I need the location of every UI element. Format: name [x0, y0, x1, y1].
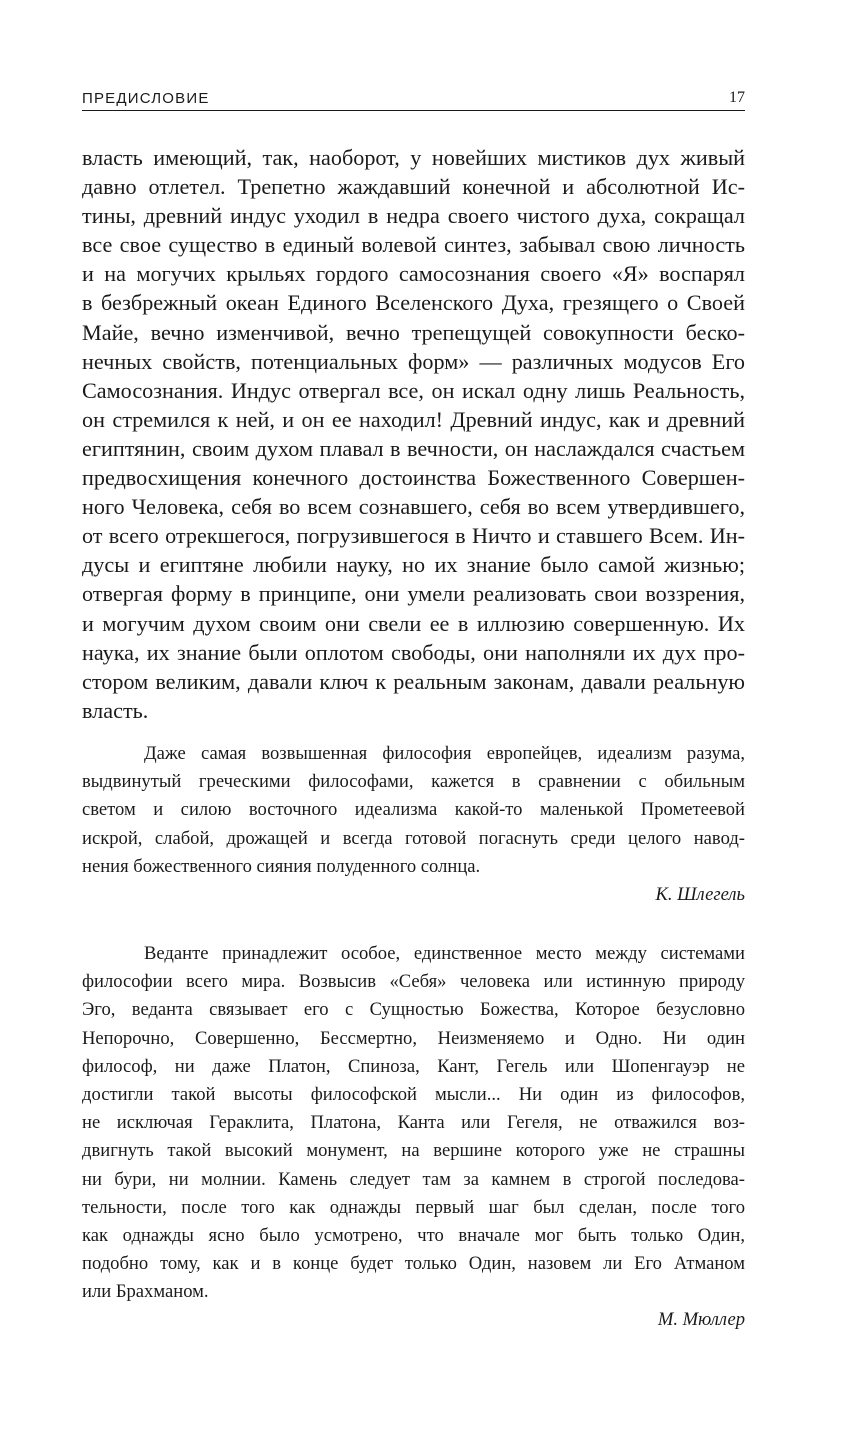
quote-line: Даже самая возвышенная философия европейцев, идеализм разума, [144, 743, 745, 764]
quote-line: достигли такой высоты философской мысли... Ни один из философов, [82, 1083, 745, 1105]
epigraph-muller [82, 940, 745, 1335]
text-line: нечных свойств, потенциальных форм» — различных модусов Его [82, 348, 745, 374]
quote-line: не исключая Гераклита, Платона, Канта или Гегеля, не отважился воз- [82, 1112, 745, 1134]
quote-line: философ, ни даже Платон, Спиноза, Кант, Гегель или Шопенгауэр не [82, 1055, 745, 1077]
text-line: власть. [82, 697, 149, 723]
quote-line: подобно тому, как и в конце будет только Один, назовем ли Его Атманом [82, 1253, 745, 1275]
text-line: египтянин, своим духом плавал в вечности, он наслаждался счастьем [82, 435, 745, 461]
text-line: наука, их знание были оплотом свободы, они наполняли их дух про- [82, 639, 745, 665]
epigraph-schlegel [82, 740, 745, 909]
quote-line: или Брахманом. [82, 1281, 209, 1303]
quote-line: искрой, слабой, дрожащей и всегда готовой погаснуть среди целого навод- [82, 827, 745, 849]
text-line: от всего отрекшегося, погрузившегося в Ничто и ставшего Всем. Ин- [82, 523, 745, 549]
text-line: он стремился к ней, и он ее находил! Древний индус, как и древний [82, 406, 745, 432]
quote-line: Веданте принадлежит особое, единственное место между системами [144, 943, 745, 964]
text-line: Майе, вечно изменчивой, вечно трепещущей совокупности беско- [82, 319, 745, 345]
text-line: предвосхищения конечного достоинства Божественного Совершен- [82, 465, 745, 491]
main-paragraph [82, 143, 745, 725]
text-line: ного Человека, себя во всем сознавшего, себя во всем утвердившего, [82, 494, 745, 520]
text-line: и на могучих крыльях гордого самосознания своего «Я» воспарял [82, 261, 745, 287]
quote-line: выдвинутый греческими философами, кажется в сравнении с обильным [82, 771, 745, 793]
quote-line: философии всего мира. Возвысив «Себя» человека или истинную природу [82, 971, 745, 993]
text-line: дусы и египтяне любили науку, но их знание было самой жизнью; [82, 552, 745, 578]
text-line: Самосознания. Индус отвергал все, он искал одну лишь Реальность, [82, 377, 745, 403]
text-line: и могучим духом своим они свели ее в иллюзию совершенную. Их [82, 610, 745, 636]
quote-line: Непорочно, Совершенно, Бессмертно, Неизменяемо и Одно. Ни один [82, 1027, 745, 1049]
quote-author: К. Шлегель [655, 883, 745, 905]
page-number: 17 [729, 89, 745, 106]
running-head [82, 88, 745, 111]
quote-line: тельности, после того как однажды первый шаг был сделан, после того [82, 1196, 745, 1218]
quote-line: Эго, веданта связывает его с Сущностью Божества, Которое безусловно [82, 999, 745, 1021]
text-line: отвергая форму в принципе, они умели реализовать свои воззрения, [82, 581, 745, 607]
text-line: в безбрежный океан Единого Вселенского Духа, грезящего о Своей [82, 290, 745, 316]
text-line: стором великим, давали ключ к реальным законам, давали реальную [82, 668, 745, 694]
text-line: власть имеющий, так, наоборот, у новейших мистиков дух живый [82, 145, 745, 170]
text-line: давно отлетел. Трепетно жаждавший конечной и абсолютной Ис- [82, 174, 745, 200]
quote-line: двигнуть такой высокий монумент, на вершине которого уже не страшны [82, 1140, 745, 1162]
running-head-title: ПРЕДИСЛОВИЕ [82, 90, 210, 107]
quote-line: ни бури, ни молнии. Камень следует там за камнем в строгой последова- [82, 1168, 745, 1190]
quote-line: светом и силою восточного идеализма какой-то маленькой Прометеевой [82, 799, 745, 821]
quote-line: как однажды ясно было усмотрено, что вначале мог быть только Один, [82, 1224, 745, 1246]
quote-author: М. Мюллер [657, 1309, 745, 1331]
text-line: тины, древний индус уходил в недра своего чистого духа, сокращал [82, 203, 745, 229]
quote-line: нения божественного сияния полуденного солнца. [82, 855, 481, 877]
text-line: все свое существо в единый волевой синтез, забывал свою личность [82, 232, 745, 258]
